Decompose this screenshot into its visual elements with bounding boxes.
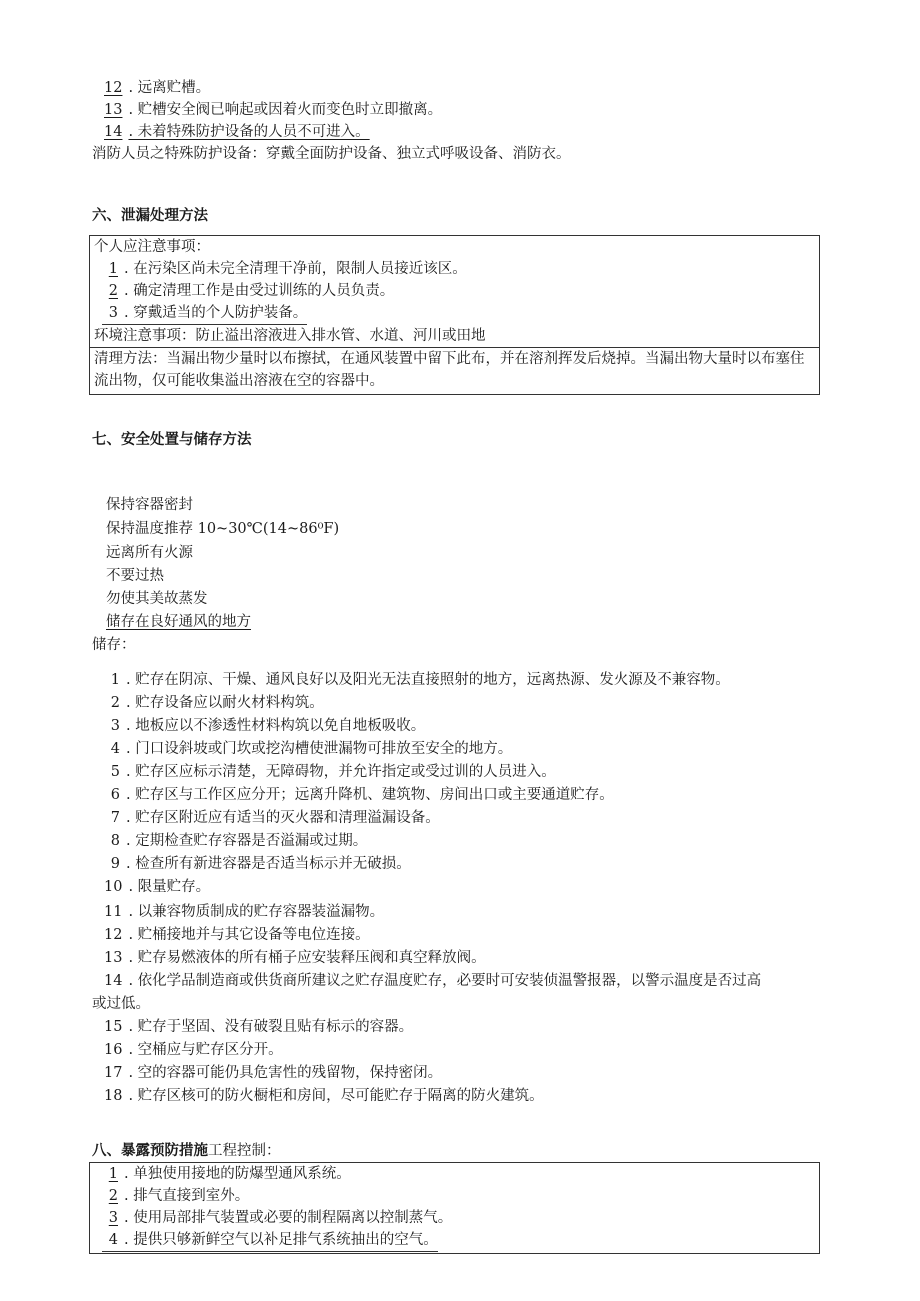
storage-item-1: 1 . 贮存在阴凉、干燥、通风良好以及阳光无法直接照射的地方，远离热源、发火源及不兼容物。 [110,672,730,688]
storage-item-12: 12 . 贮桶接地并与其它设备等电位连接。 [104,927,370,943]
storage-item-6: 6 . 贮存区与工作区应分开；远离升降机、建筑物、房间出口或主要通道贮存。 [110,787,614,803]
storage-item-18: 18 . 贮存区核可的防火橱柜和房间，尽可能贮存于隔离的防火建筑。 [104,1088,544,1104]
fire-item-12: 12 . 远离贮槽。 [104,80,211,96]
storage-item-14: 14 . 依化学品制造商或供货商所建议之贮存温度贮存，必要时可安装侦温警报器，以警示温度是否过高 [104,973,762,989]
storage-item-15: 15 . 贮存于坚固、没有破裂且贴有标示的容器。 [104,1019,414,1035]
spill-item-1: 1 . 在污染区尚未完全清理干净前，限制人员接近该区。 [108,261,467,277]
storage-item-16: 16 . 空桶应与贮存区分开。 [104,1042,283,1058]
fire-item-13: 13 . 贮槽安全阀已响起或因着火而变色时立即撤离。 [104,102,443,118]
spill-item-3: 3 . 穿戴适当的个人防护装备。 [90,302,819,325]
handling-2: 保持温度推荐 10~30℃(14~86⁰F) [106,521,340,537]
section8-title: 八、暴露预防措施工程控制： [92,1143,281,1159]
section6-title: 六、泄漏处理方法 [92,208,208,224]
storage-item-4: 4 . 门口设斜坡或门坎或挖沟槽使泄漏物可排放至安全的地方。 [110,741,513,757]
handling-6: 储存在良好通风的地方 [106,614,251,630]
control-item-1: 1 . 单独使用接地的防爆型通风系统。 [108,1166,351,1182]
storage-item-14-continuation: 或过低。 [92,996,150,1012]
control-item-3: 3 . 使用局部排气装置或必要的制程隔离以控制蒸气。 [108,1210,453,1226]
personal-label: 个人应注意事项： [94,239,210,255]
control-item-2: 2 . 排气直接到室外。 [108,1188,250,1204]
handling-1: 保持容器密封 [106,497,193,513]
section7-title: 七、安全处置与储存方法 [92,432,252,448]
spill-table [89,235,820,395]
firefighter-equipment: 消防人员之特殊防护设备：穿戴全面防护设备、独立式呼吸设备、消防衣。 [92,146,571,162]
storage-item-2: 2 . 贮存设备应以耐火材料构筑。 [110,695,324,711]
storage-item-13: 13 . 贮存易燃液体的所有桶子应安装释压阀和真空释放阀。 [104,950,486,966]
storage-item-3: 3 . 地板应以不渗透性材料构筑以免自地板吸收。 [110,718,426,734]
storage-item-9: 9 . 检查所有新进容器是否适当标示并无破损。 [110,856,411,872]
fire-item-14: 14 . 未着特殊防护设备的人员不可进入。 [104,124,370,140]
environment-precautions: 环境注意事项：防止溢出溶液进入排水管、水道、河川或田地 [90,325,819,348]
storage-item-11: 11 . 以兼容物质制成的贮存容器装溢漏物。 [104,904,385,920]
storage-item-17: 17 . 空的容器可能仍具危害性的残留物，保持密闭。 [104,1065,443,1081]
storage-item-7: 7 . 贮存区附近应有适当的灭火器和清理溢漏设备。 [110,810,440,826]
storage-label: 储存： [92,637,136,653]
handling-3: 远离所有火源 [106,545,193,561]
handling-5: 勿使其美故蒸发 [106,591,208,607]
spill-item-2: 2 . 确定清理工作是由受过训练的人员负责。 [108,283,395,299]
cleanup-method: 清理方法：当漏出物少量时以布擦拭，在通风装置中留下此布，并在溶剂挥发后烧掉。当漏出物大量时以布塞住流出物，仅可能收集溢出溶液在空的容器中。 [94,351,805,389]
storage-item-5: 5 . 贮存区应标示清楚，无障碍物，并允许指定或受过训的人员进入。 [110,764,556,780]
storage-item-10: 10 . 限量贮存。 [104,879,211,895]
storage-item-8: 8 . 定期检查贮存容器是否溢漏或过期。 [110,833,368,849]
handling-4: 不要过热 [106,568,164,584]
engineering-control-table [89,1162,820,1254]
control-item-4: 4 . 提供只够新鲜空气以补足排气系统抽出的空气。 [90,1229,819,1252]
